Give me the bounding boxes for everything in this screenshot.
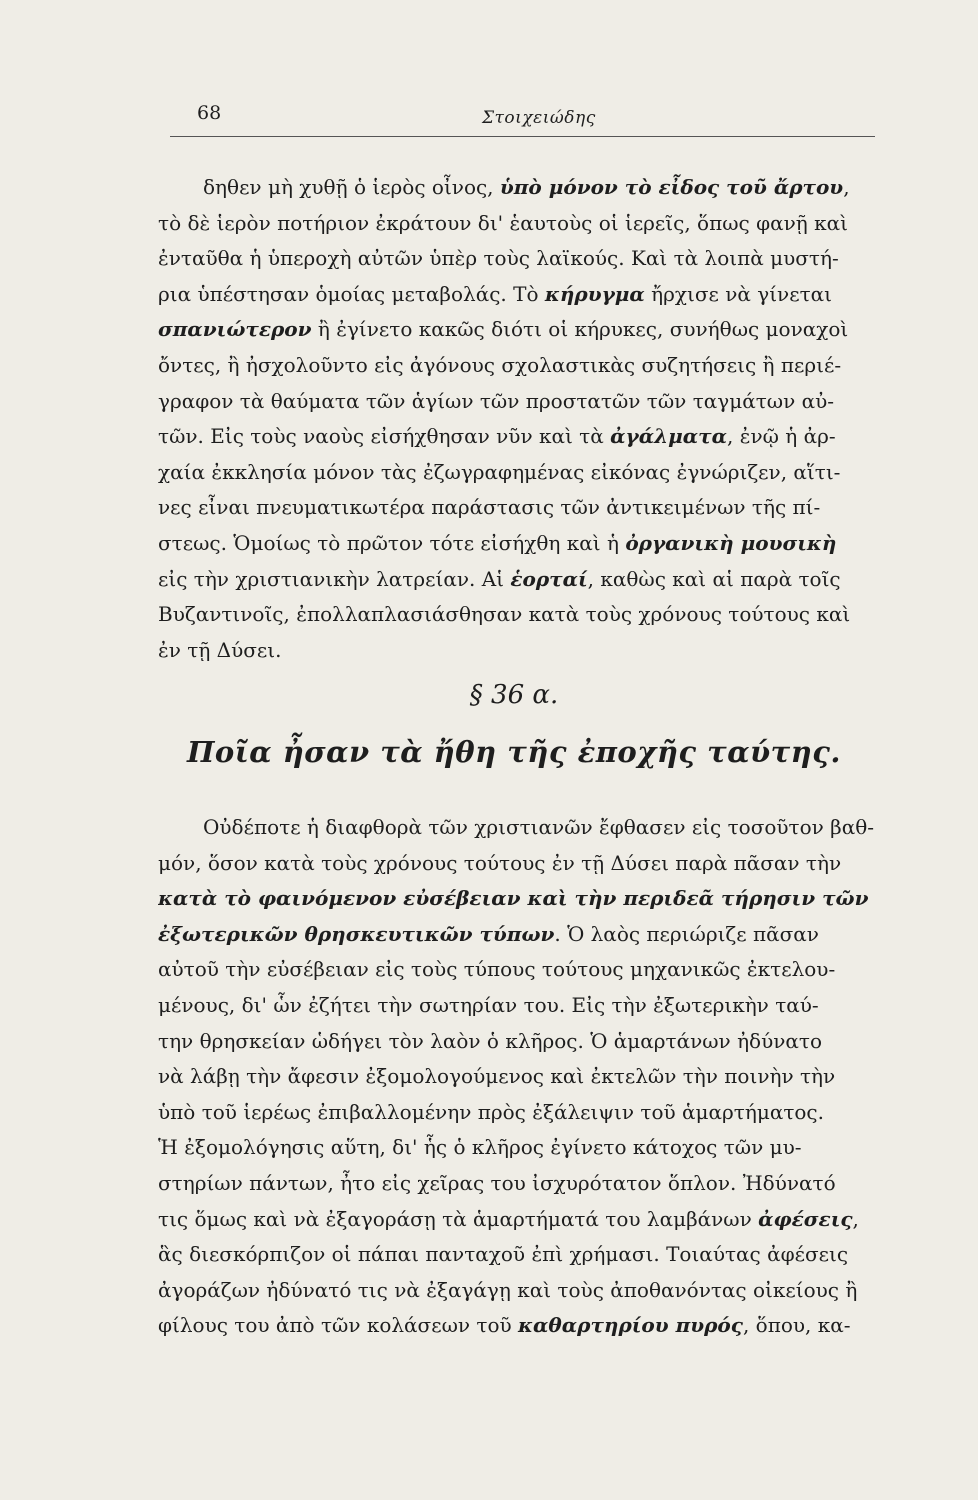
- text-line: [158, 1059, 888, 1095]
- text-line: [158, 1130, 888, 1166]
- text-segment: Βυζαντινοῖς, ἐπολλαπλασιάσθησαν κατὰ τοὺς χρόνους τούτους καὶ: [158, 602, 851, 627]
- text-segment: Οὐδέποτε ἡ διαφθορὰ τῶν χριστιανῶν ἔφθασεν εἰς τοσοῦτον βαθ-: [203, 815, 875, 839]
- text-segment: ἃς διεσκόρπιζον οἱ πάπαι πανταχοῦ ἐπὶ χρήμασι. Τοιαύτας ἀφέσεις: [158, 1242, 849, 1267]
- text-segment: ρια ὑπέστησαν ὁμοίας μεταβολάς. Τὸ: [158, 281, 545, 306]
- text-segment: δηθεν μὴ χυθῇ ὁ ἱερὸς οἶνος,: [203, 175, 500, 199]
- paragraph-2: [158, 810, 888, 1344]
- emphasized-text: καθαρτηρίου πυρός: [518, 1313, 743, 1338]
- text-segment: ὑπὸ τοῦ ἱερέως ἐπιβαλλομένην πρὸς ἐξάλειψιν τοῦ ἁμαρτήματος.: [158, 1099, 824, 1124]
- text-line: [158, 952, 888, 988]
- text-line: [158, 526, 888, 562]
- text-segment: την θρησκείαν ὡδήγει τὸν λαὸν ὁ κλῆρος. Ὁ ἁμαρτάνων ἠδύνατο: [158, 1028, 823, 1053]
- text-segment: νες εἶναι πνευματικωτέρα παράστασις τῶν ἀντικειμένων τῆς πί-: [158, 495, 821, 520]
- text-segment: εἰς τὴν χριστιανικὴν λατρείαν. Αἱ: [158, 566, 511, 591]
- text-segment: νὰ λάβῃ τὴν ἄφεσιν ἐξομολογούμενος καὶ ἐκτελῶν τὴν ποινὴν τὴν: [158, 1064, 836, 1089]
- text-line: [158, 1024, 888, 1060]
- text-line: [158, 1095, 888, 1131]
- text-line: [158, 1273, 888, 1309]
- text-segment: φίλους του ἀπὸ τῶν κολάσεων τοῦ: [158, 1313, 519, 1338]
- text-segment: ,: [843, 175, 850, 199]
- text-segment: γραφον τὰ θαύματα τῶν ἁγίων τῶν προστατῶν τῶν ταγμάτων αὐ-: [158, 388, 835, 413]
- text-segment: Ἡ ἐξομολόγησις αὕτη, δι' ἧς ὁ κλῆρος ἐγίνετο κάτοχος τῶν μυ-: [158, 1135, 802, 1160]
- text-line: [158, 384, 888, 420]
- text-segment: στηρίων πάντων, ἦτο εἰς χεῖρας του ἰσχυρότατον ὅπλον. Ἠδύνατό: [158, 1170, 836, 1195]
- text-line: [158, 277, 888, 313]
- emphasized-text: ὀργανικὴ μουσικὴ: [625, 530, 837, 555]
- text-line: [158, 455, 888, 491]
- section-title: Ποῖα ἦσαν τὰ ἤθη τῆς ἐποχῆς ταύτης.: [187, 735, 841, 769]
- emphasized-text: ἀφέσεις: [758, 1206, 853, 1231]
- section-number: § 36 α.: [469, 680, 559, 710]
- text-segment: , ὅπου, κα-: [742, 1313, 851, 1338]
- text-segment: . Ὁ λαὸς περιώριζε πᾶσαν: [554, 921, 819, 946]
- text-line: [158, 312, 888, 348]
- text-line: [158, 810, 888, 846]
- text-segment: ὄντες, ἢ ἠσχολοῦντο εἰς ἀγόνους σχολαστικὰς συζητήσεις ἢ περιέ-: [158, 352, 842, 377]
- text-segment: ἤρχισε νὰ γίνεται: [644, 281, 832, 306]
- text-segment: στεως. Ὁμοίως τὸ πρῶτον τότε εἰσήχθη καὶ ἡ: [158, 530, 626, 555]
- text-segment: αὐτοῦ τὴν εὐσέβειαν εἰς τοὺς τύπους τούτους μηχανικῶς ἐκτελου-: [158, 957, 836, 982]
- text-line: [158, 1237, 888, 1273]
- text-segment: μόν, ὅσον κατὰ τοὺς χρόνους τούτους ἐν τῇ Δύσει παρὰ πᾶσαν τὴν: [158, 850, 842, 875]
- text-line: [158, 881, 888, 917]
- text-line: [158, 633, 888, 669]
- text-line: [158, 1202, 888, 1238]
- text-line: [158, 348, 888, 384]
- emphasized-text: κατὰ τὸ φαινόμενον εὐσέβειαν καὶ τὴν περιδεᾶ τήρησιν τῶν: [158, 886, 869, 911]
- text-segment: , καθὼς καὶ αἱ παρὰ τοῖς: [587, 566, 841, 591]
- text-segment: ,: [852, 1206, 859, 1231]
- text-segment: τῶν. Εἰς τοὺς ναοὺς εἰσήχθησαν νῦν καὶ τὰ: [158, 424, 611, 449]
- text-segment: χαία ἐκκλησία μόνον τὰς ἐζωγραφημένας εἰκόνας ἐγνώριζεν, αἵτι-: [158, 459, 841, 484]
- page-header: [0, 100, 978, 140]
- emphasized-text: ἑορταί: [510, 566, 588, 591]
- emphasized-text: κήρυγμα: [544, 281, 645, 306]
- header-rule: [170, 136, 875, 137]
- text-line: [158, 170, 888, 206]
- page-number: 68: [197, 102, 222, 124]
- text-line: [158, 241, 888, 277]
- emphasized-text: ἐξωτερικῶν θρησκευτικῶν τύπων: [158, 921, 555, 946]
- text-segment: τὸ δὲ ἱερὸν ποτήριον ἐκράτουν δι' ἑαυτοὺς οἱ ἱερεῖς, ὅπως φανῇ καὶ: [158, 210, 848, 235]
- emphasized-text: σπανιώτερον: [158, 317, 312, 342]
- emphasized-text: ἀγάλματα: [610, 424, 727, 449]
- text-line: [158, 1308, 888, 1344]
- emphasized-text: ὑπὸ μόνον τὸ εἶδος τοῦ ἄρτου: [499, 175, 844, 199]
- text-segment: τις ὅμως καὶ νὰ ἐξαγοράσῃ τὰ ἁμαρτήματά του λαμβάνων: [158, 1206, 759, 1231]
- text-segment: ἐνταῦθα ἡ ὑπεροχὴ αὐτῶν ὑπὲρ τοὺς λαϊκούς. Καὶ τὰ λοιπὰ μυστή-: [158, 246, 839, 271]
- paragraph-1: [158, 170, 888, 668]
- text-line: [158, 597, 888, 633]
- text-segment: μένους, δι' ὧν ἐζήτει τὴν σωτηρίαν του. Εἰς τὴν ἐξωτερικὴν ταύ-: [158, 992, 819, 1017]
- text-line: [158, 490, 888, 526]
- text-line: [158, 1166, 888, 1202]
- text-segment: ἀγοράζων ἠδύνατό τις νὰ ἐξαγάγῃ καὶ τοὺς ἀποθανόντας οἰκείους ἢ: [158, 1277, 858, 1302]
- text-segment: ἢ ἐγίνετο κακῶς διότι οἱ κήρυκες, συνήθως μοναχοὶ: [311, 317, 849, 342]
- text-line: [158, 917, 888, 953]
- text-line: [158, 206, 888, 242]
- text-line: [158, 988, 888, 1024]
- text-line: [158, 562, 888, 598]
- running-head: Στοιχειώδης: [482, 108, 596, 128]
- text-segment: , ἐνῷ ἡ ἀρ-: [727, 424, 836, 449]
- text-line: [158, 419, 888, 455]
- text-line: [158, 846, 888, 882]
- text-segment: ἐν τῇ Δύσει.: [158, 637, 282, 662]
